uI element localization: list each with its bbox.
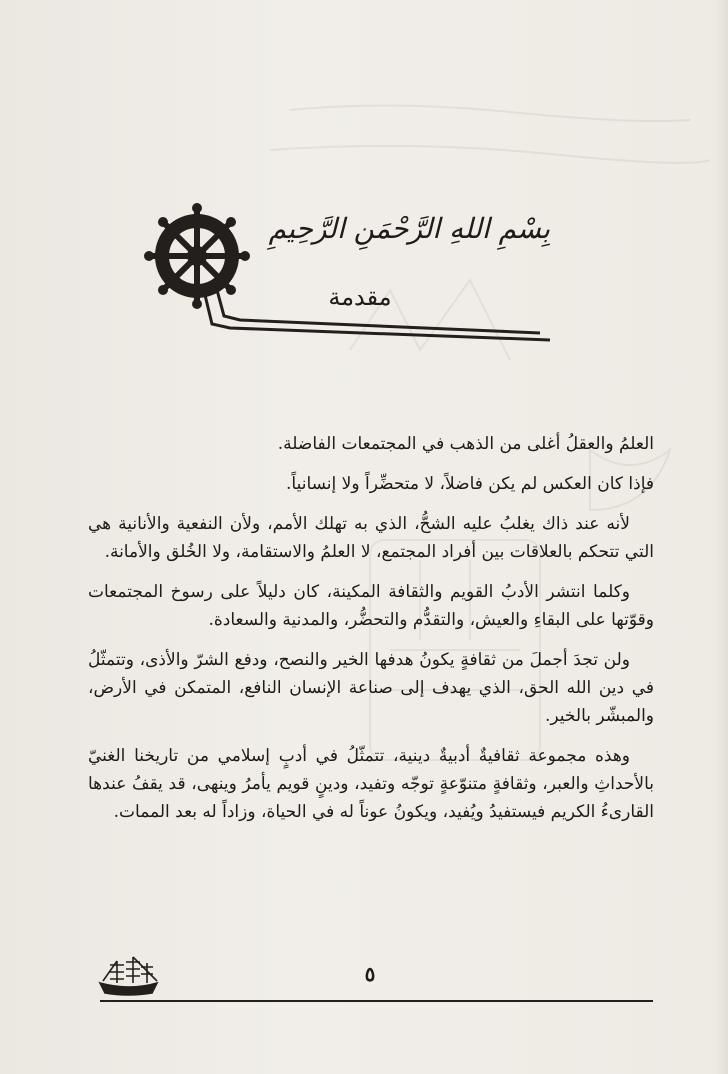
- page-number: ٥: [364, 962, 376, 986]
- body-text: [88, 430, 654, 838]
- paragraph: ولن تجدَ أجملَ من ثقافةٍ يكونُ هدفها الخير والنصح، ودفع الشرّ والأذى، وتتمثّلُ في دين الله الحق، الذي يهدف إلى صناعة الإنسان النافع، المتمكن في الأرض، والمبشّر بالخير.: [88, 650, 654, 726]
- page-title: مقدمة: [328, 283, 392, 311]
- page-edge-shadow: [714, 0, 728, 1074]
- paragraph: وكلما انتشر الأدبُ القويم والثقافة المكينة، كان دليلاً على رسوخ المجتمعات وقوّتها على البقاءِ والعيش، والتقدُّم والتحضُّر، والمدنية والسعادة.: [88, 582, 654, 630]
- paragraph: فإذا كان العكس لم يكن فاضلاً، لا متحضِّراً ولا إنسانياً.: [286, 474, 654, 494]
- paragraph: لأنه عند ذاك يغلبُ عليه الشحُّ، الذي به تهلك الأمم، ولأن النفعية والأنانية هي التي تتحكم بالعلاقات بين أفراد المجتمع، لا العلمُ والاستقامة، ولا الخُلق والأمانة.: [88, 514, 654, 562]
- basmala: بِسْمِ اللهِ الرَّحْمَنِ الرَّحِيمِ: [268, 212, 550, 245]
- ship-wheel-icon: [144, 203, 250, 309]
- sailing-ship-icon: [100, 957, 157, 995]
- paragraph: العلمُ والعقلُ أغلى من الذهب في المجتمعات الفاضلة.: [277, 434, 654, 454]
- paragraph: وهذه مجموعة ثقافيةٌ أدبيةٌ دينية، تتمثّلُ في أدبٍ إسلامي من تاريخنا الغنيّ بالأحداثِ والعبر، وثقافةٍ متنوّعةٍ توجّه وتفيد، ودينٍ قويم يأمرُ وينهى، قد يقفُ عندها القارىءُ الكريم فيستفيدُ ويُفيد، ويكونُ عوناً له في الحياة، وزاداً له بعد الممات.: [88, 746, 654, 822]
